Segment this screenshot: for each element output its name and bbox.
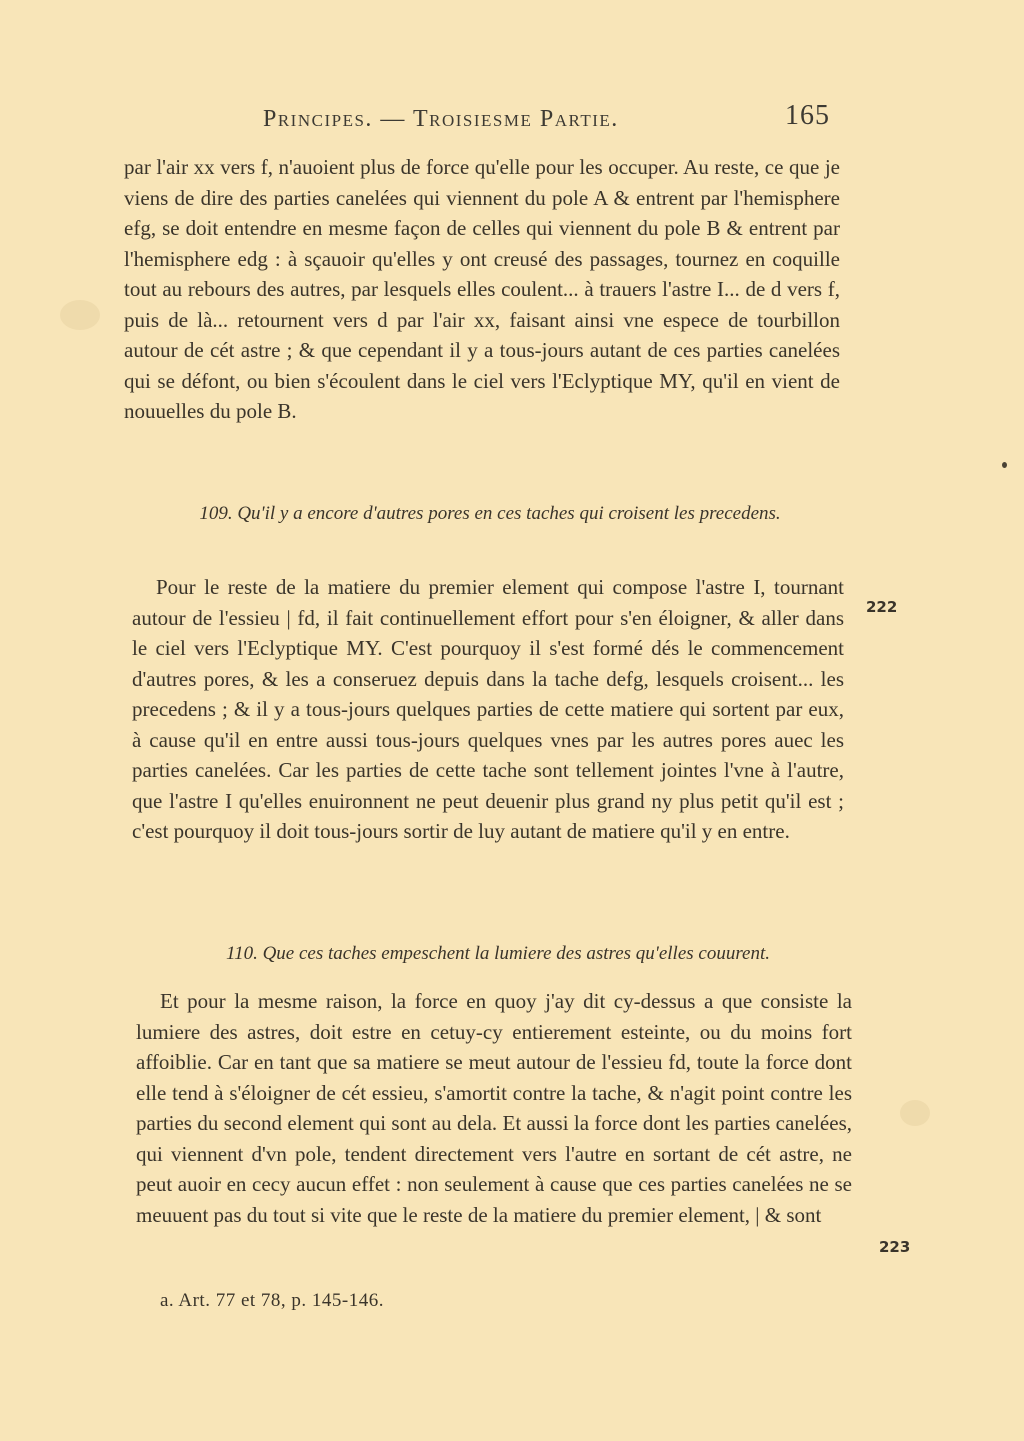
article-110-heading: 110. Que ces taches empeschent la lumiere des astres qu'elles couurent. bbox=[225, 943, 770, 964]
paper-stain bbox=[900, 1100, 930, 1126]
margin-reference-number: 222 bbox=[866, 598, 898, 616]
article-109-heading: 109. Qu'il y a encore d'autres pores en ces taches qui croisent les precedens. bbox=[199, 503, 781, 524]
margin-reference-number: 223 bbox=[879, 1238, 911, 1256]
page-number: 165 bbox=[785, 100, 830, 131]
footnote: a. Art. 77 et 78, p. 145-146. bbox=[160, 1290, 385, 1311]
body-paragraph-3 bbox=[136, 986, 852, 1230]
running-title: Principes. — Troisiesme Partie. bbox=[263, 106, 619, 132]
paragraph-text: Pour le reste de la matiere du premier element qui compose l'astre I, tournant autour de l'essieu | fd, il fait continuellement effort pour s'en éloigner, & aller dans le ciel vers l'Eclyptique MY. C'est pourquoy il s'est formé dés le commencement d'autres pores, & les a conseruez depuis dans la tache defg, lesquels croisent... les precedens ; & il y a tous-jours quelques parties de cette matiere qui sortent par eux, à cause qu'il en entre aussi tous-jours quelques vnes par les autres pores auec les parties canelées. Car les parties de cette tache sont tellement jointes l'vne à l'autre, que l'astre I qu'elles enuironnent ne peut deuenir plus grand ny plus petit qu'il est ; c'est pourquoy il doit tous-jours sortir de luy autant de matiere qu'il y en entre. bbox=[132, 575, 844, 843]
body-paragraph-1 bbox=[124, 152, 840, 427]
stray-mark bbox=[1002, 462, 1007, 468]
paragraph-text: Et pour la mesme raison, la force en quoy j'ay dit cy-dessus a que consiste la lumiere des astres, doit estre en cetuy-cy entierement esteinte, ou du moins fort affoiblie. Car en tant que sa matiere se meut autour de l'essieu fd, toute la force dont elle tend à s'éloigner de cét essieu, s'amortit contre la tache, & n'agit point contre les parties du second element qui sont au dela. Et aussi la force dont les parties canelées, qui viennent d'vn pole, tendent directement vers l'autre en sortant de cét astre, ne peut auoir en cecy aucun effet : non seulement à cause que ces parties canelées ne se meuuent pas du tout si vite que le reste de la matiere du premier element, | & sont bbox=[136, 989, 852, 1227]
paragraph-text: par l'air xx vers f, n'auoient plus de force qu'elle pour les occuper. Au reste, ce que je viens de dire des parties canelées qui viennent du pole A & entrent par l'hemisphere efg, se doit entendre en mesme façon de celles qui viennent du pole B & entrent par l'hemisphere edg : à sçauoir qu'elles y ont creusé des passages, tournez en coquille tout au rebours des autres, par lesquels elles coulent... à trauers l'astre I... de d vers f, puis de là... retournent vers d par l'air xx, faisant ainsi vne espece de tourbillon autour de cét astre ; & que cependant il y a tous-jours autant de ces parties canelées qui se défont, ou bien s'écoulent dans le ciel vers l'Eclyptique MY, qu'il en vient de nouuelles du pole B. bbox=[124, 155, 840, 423]
paper-stain bbox=[60, 300, 100, 330]
body-paragraph-2 bbox=[132, 572, 844, 847]
